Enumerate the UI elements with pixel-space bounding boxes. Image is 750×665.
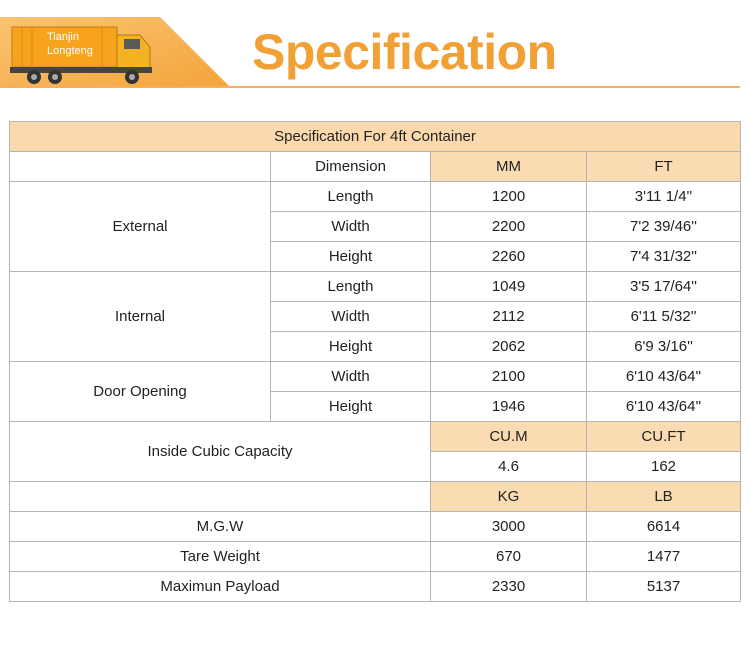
kg-value: 670: [431, 542, 587, 572]
kg-value: 3000: [431, 512, 587, 542]
ft-value: 3'5 17/64'': [587, 272, 741, 302]
capacity-label: Inside Cubic Capacity: [10, 422, 431, 482]
ft-value: 6'10 43/64'': [587, 392, 741, 422]
header-divider: [0, 86, 740, 88]
table-row: [10, 512, 741, 542]
empty-cell: [10, 482, 431, 512]
lb-value: 1477: [587, 542, 741, 572]
row-name: Height: [271, 332, 431, 362]
row-name: Maximun Payload: [10, 572, 431, 602]
row-name: M.G.W: [10, 512, 431, 542]
ft-value: 6'11 5/32'': [587, 302, 741, 332]
kg-header: KG: [431, 482, 587, 512]
row-name: Width: [271, 302, 431, 332]
row-name: Length: [271, 272, 431, 302]
cuft-value: 162: [587, 452, 741, 482]
row-name: Width: [271, 362, 431, 392]
mm-value: 1946: [431, 392, 587, 422]
mm-header: MM: [431, 152, 587, 182]
table-row: [10, 572, 741, 602]
empty-cell: [10, 152, 271, 182]
logo-text-line1: Tianjin: [47, 31, 79, 43]
ft-value: 3'11 1/4'': [587, 182, 741, 212]
dimension-label: Dimension: [271, 152, 431, 182]
row-name: Height: [271, 242, 431, 272]
lb-header: LB: [587, 482, 741, 512]
logo-text-line2: Longteng: [47, 45, 93, 57]
ft-header: FT: [587, 152, 741, 182]
dimension-header-row: [10, 152, 741, 182]
table-row: [10, 272, 741, 302]
row-name: Length: [271, 182, 431, 212]
truck-logo-icon: [0, 17, 230, 87]
cuft-header: CU.FT: [587, 422, 741, 452]
table-row: [10, 362, 741, 392]
header-banner: [0, 0, 750, 92]
spec-table: [9, 121, 741, 602]
mm-value: 2112: [431, 302, 587, 332]
row-name: Tare Weight: [10, 542, 431, 572]
mm-value: 2200: [431, 212, 587, 242]
cum-header: CU.M: [431, 422, 587, 452]
ft-value: 7'4 31/32'': [587, 242, 741, 272]
lb-value: 5137: [587, 572, 741, 602]
row-name: Width: [271, 212, 431, 242]
table-row: [10, 542, 741, 572]
ft-value: 6'9 3/16'': [587, 332, 741, 362]
kg-value: 2330: [431, 572, 587, 602]
mm-value: 2100: [431, 362, 587, 392]
table-row: [10, 182, 741, 212]
mm-value: 1049: [431, 272, 587, 302]
cum-value: 4.6: [431, 452, 587, 482]
lb-value: 6614: [587, 512, 741, 542]
table-title-row: [10, 122, 741, 152]
row-name: Height: [271, 392, 431, 422]
door-opening-label: Door Opening: [10, 362, 271, 422]
weight-header-row: [10, 482, 741, 512]
ft-value: 6'10 43/64'': [587, 362, 741, 392]
ft-value: 7'2 39/46'': [587, 212, 741, 242]
external-label: External: [10, 182, 271, 272]
capacity-header-row: [10, 422, 741, 452]
mm-value: 1200: [431, 182, 587, 212]
mm-value: 2260: [431, 242, 587, 272]
table-title: Specification For 4ft Container: [10, 122, 741, 152]
page-title: Specification: [252, 24, 557, 80]
internal-label: Internal: [10, 272, 271, 362]
mm-value: 2062: [431, 332, 587, 362]
